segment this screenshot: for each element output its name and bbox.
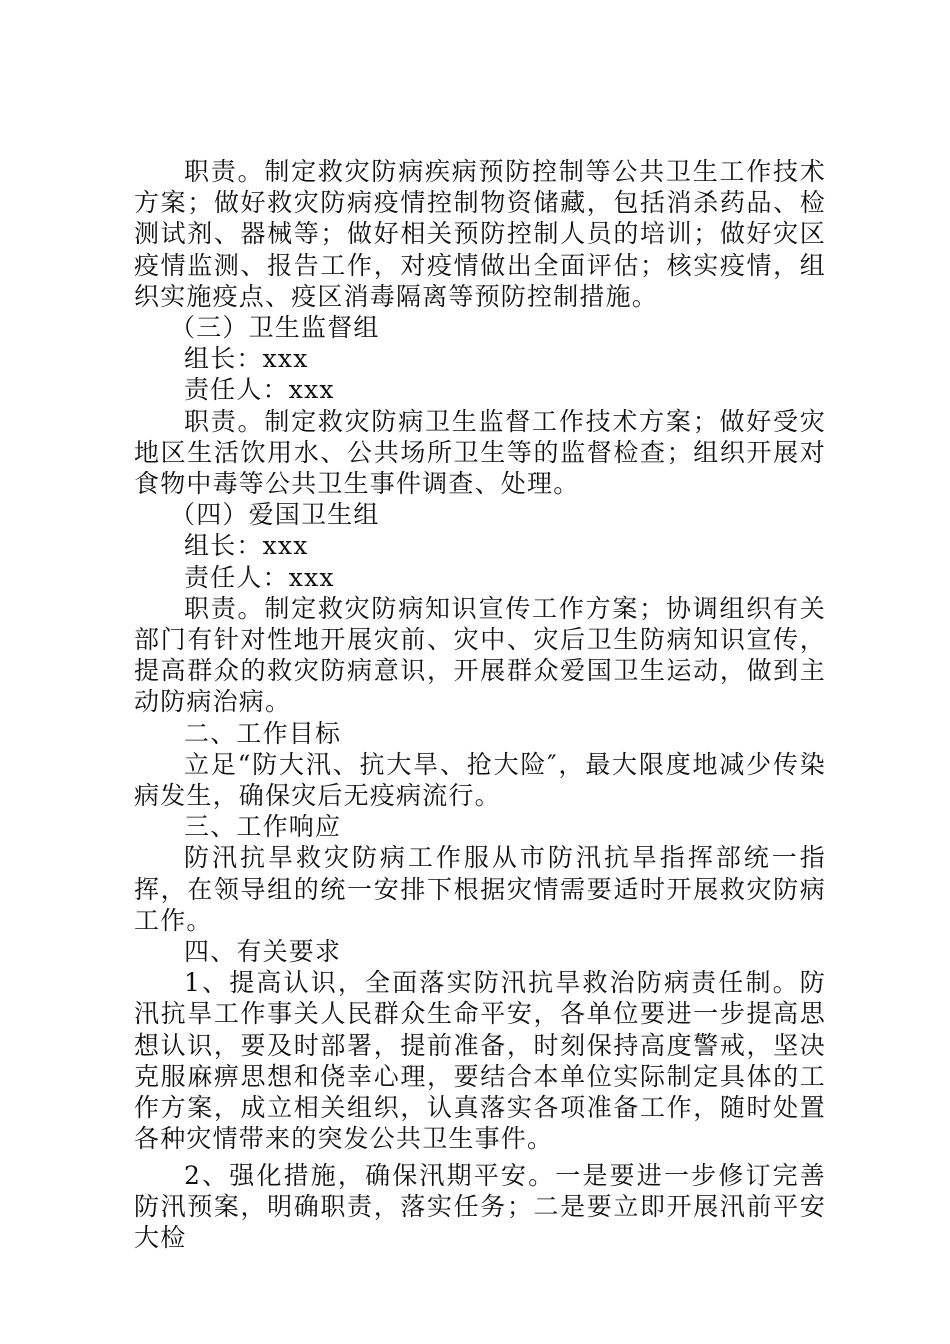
paragraph-group-leader: 组长：xxx — [184, 344, 309, 374]
paragraph-publicity-duties: 职责。制定救灾防病知识宣传工作方案；协调组织有关部门有针对性地开展灾前、灾中、灾后卫生防病知识宣传，提高群众的救灾防病意识，开展群众爱国卫生运动，做到主动防病治病。 — [134, 593, 826, 717]
section-heading-health-supervision-group: （三）卫生监督组 — [170, 313, 380, 343]
paragraph-responsible-person: 责任人：xxx — [184, 562, 335, 592]
section-heading-work-response: 三、工作响应 — [184, 812, 342, 842]
section-heading-patriotic-health-group: （四）爱国卫生组 — [170, 500, 380, 530]
paragraph-group-leader: 组长：xxx — [184, 531, 309, 561]
section-heading-work-goals: 二、工作目标 — [184, 718, 342, 748]
paragraph-work-goals: 立足“防大汛、抗大旱、抢大险″，最大限度地减少传染病发生，确保灾后无疫病流行。 — [134, 749, 826, 811]
section-heading-requirements: 四、有关要求 — [184, 937, 342, 967]
document-body — [134, 156, 826, 1253]
paragraph-disease-control-duties: 职责。制定救灾防病疾病预防控制等公共卫生工作技术方案；做好救灾防病疫情控制物资储藏，包括消杀药品、检测试剂、器械等；做好相关预防控制人员的培训；做好灾区疫情监测、报告工作，对疫情做出全面评估；核实疫情，组织实施疫点、疫区消毒隔离等预防控制措施。 — [134, 157, 826, 311]
paragraph-responsible-person: 责任人：xxx — [184, 375, 335, 405]
paragraph-work-response: 防汛抗旱救灾防病工作服从市防汛抗旱指挥部统一指挥，在领导组的统一安排下根据灾情需要适时开展救灾防病工作。 — [134, 843, 826, 935]
paragraph-supervision-duties: 职责。制定救灾防病卫生监督工作技术方案；做好受灾地区生活饮用水、公共场所卫生等的监督检查；组织开展对食物中毒等公共卫生事件调查、处理。 — [134, 406, 826, 499]
paragraph-requirement-2: 2、强化措施，确保汛期平安。一是要进一步修订完善防汛预案，明确职责，落实任务；二是要立即开展汛前平安大检 — [134, 1160, 826, 1252]
paragraph-requirement-1: 1、提高认识，全面落实防汛抗旱救治防病责任制。防汛抗旱工作事关人民群众生命平安，各单位要进一步提高思想认识，要及时部署，提前准备，时刻保持高度警戒，坚决克服麻痹思想和侥幸心理，要结合本单位实际制定具体的工作方案，成立相关组织，认真落实各项准备工作，随时处置各种灾情带来的突发公共卫生事件。 — [134, 968, 826, 1154]
